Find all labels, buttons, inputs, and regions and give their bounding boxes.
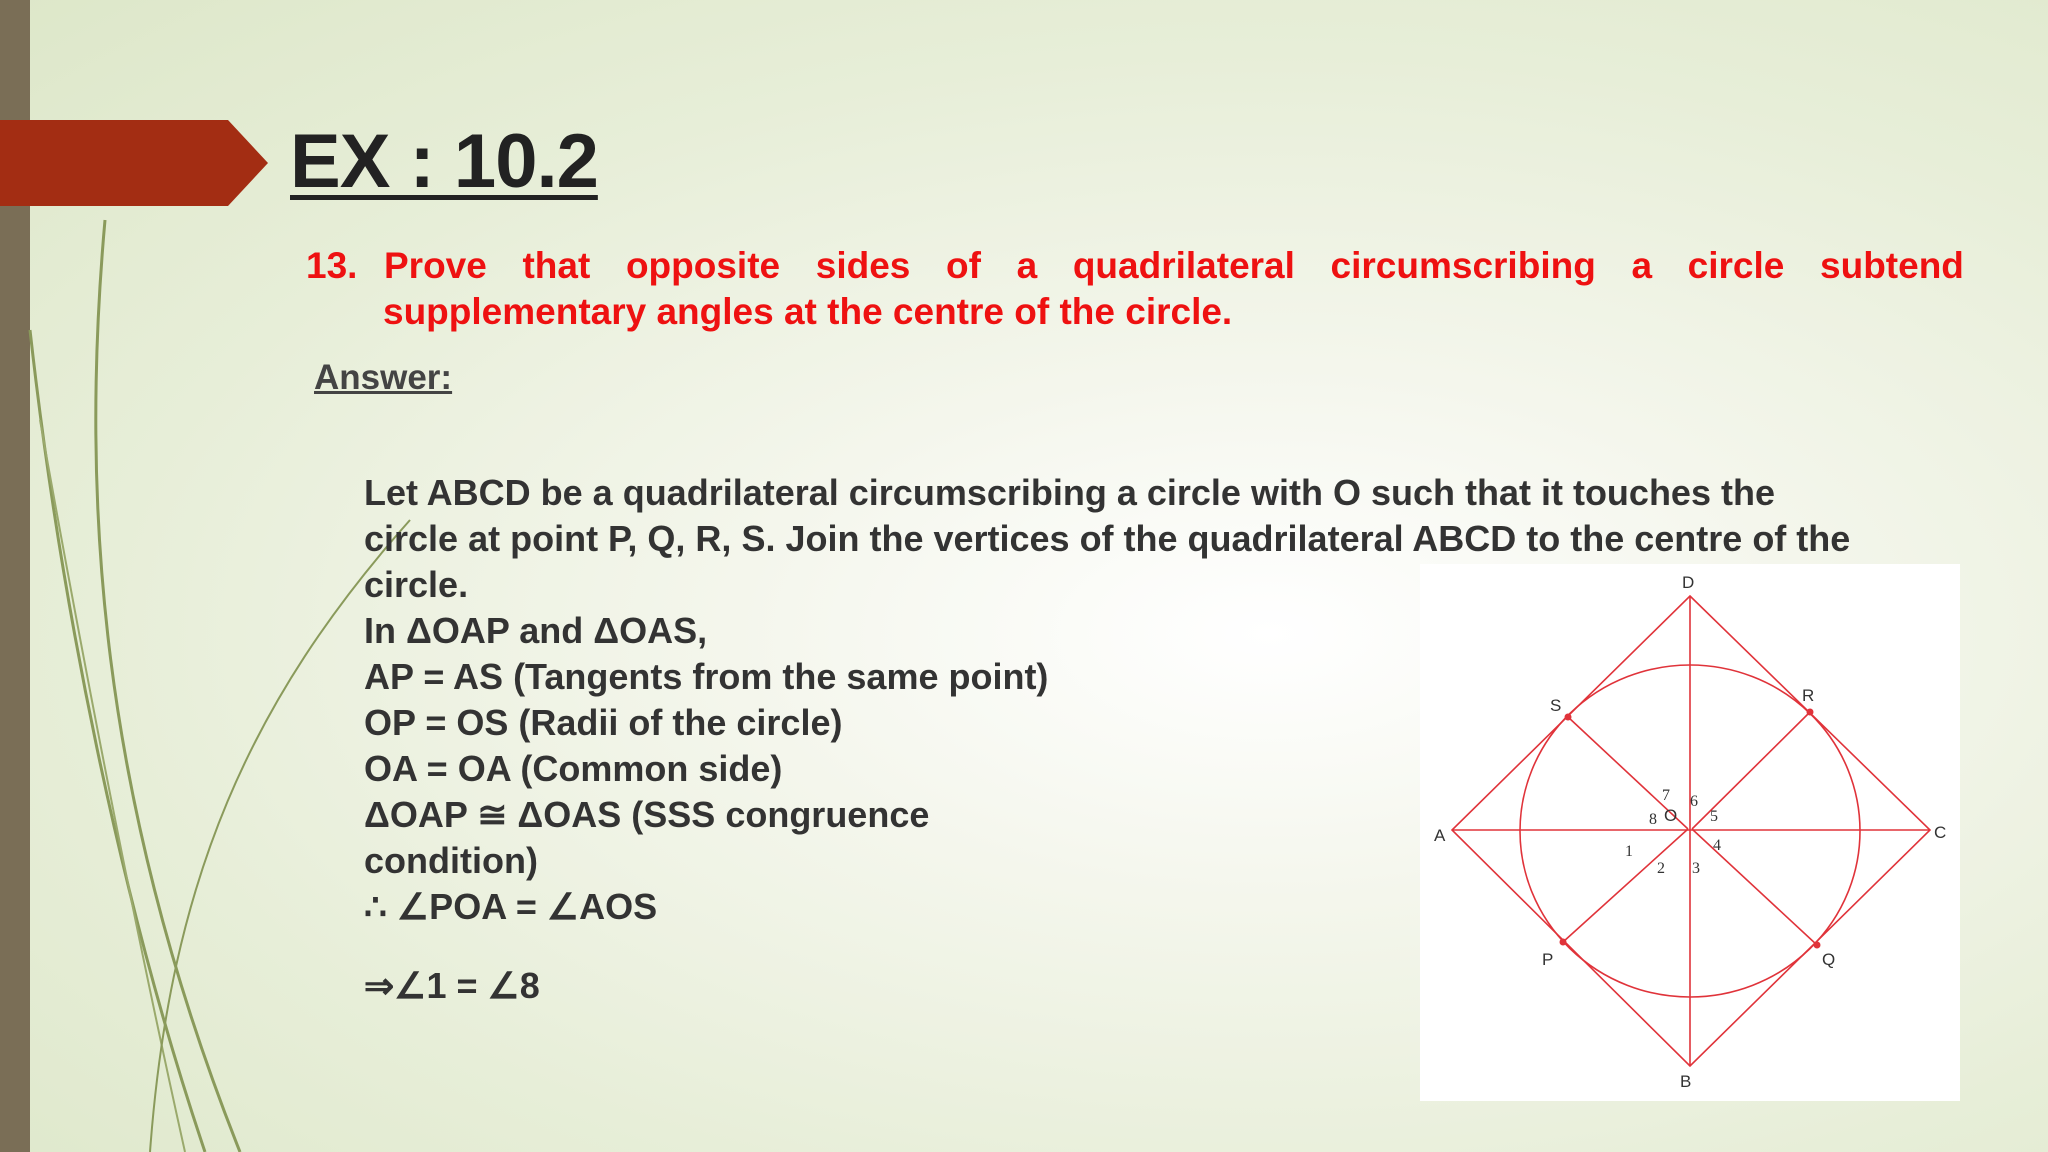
label-p: P [1542,950,1554,969]
proof-line: AP = AS (Tangents from the same point) [364,656,1049,697]
label-a: A [1434,826,1446,845]
question-word: opposite [625,245,781,286]
question-word: of [946,245,981,286]
segment-oq [1692,829,1817,945]
label-o: O [1664,806,1678,825]
question-word: subtend [1820,245,1964,286]
label-q: Q [1822,950,1836,969]
quadrilateral-abcd [1452,596,1930,1066]
tangent-point-q [1814,942,1821,949]
conclusion-line: ⇒∠1 = ∠8 [364,965,540,1006]
quadrilateral-circle-diagram [1420,564,1960,1101]
proof-line: circle. [364,564,469,605]
tangent-point-s [1565,714,1572,721]
angle-label-4: 4 [1713,837,1721,854]
slide-title: EX : 10.2 [290,119,598,204]
question-word: a [1016,245,1038,286]
label-s: S [1550,696,1562,715]
question-line-2: supplementary angles at the centre of the circle. [383,291,1233,332]
geometry-figure [1420,564,1960,1101]
question-word: that [522,245,591,286]
question-word: sides [815,245,911,286]
angle-label-7: 7 [1662,787,1670,804]
question-word: Prove [384,245,487,286]
proof-line: ∴ ∠POA = ∠AOS [364,886,658,927]
label-c: C [1934,823,1947,842]
angle-label-3: 3 [1692,860,1700,877]
tangent-point-r [1807,709,1814,716]
angle-label-1: 1 [1625,843,1633,860]
tangent-point-p [1560,939,1567,946]
angle-label-5: 5 [1710,808,1718,825]
proof-line: circle at point P, Q, R, S. Join the vertices of the quadrilateral ABCD to the centre of the [364,518,1851,559]
title-arrow-shape [0,120,270,206]
proof-line: ΔOAP ≅ ΔOAS (SSS congruence [364,794,930,835]
question-word: circumscribing [1330,245,1596,286]
angle-label-8: 8 [1649,811,1657,828]
proof-line: In ΔOAP and ΔOAS, [364,610,708,651]
label-r: R [1802,686,1815,705]
proof-line: condition) [364,840,538,881]
angle-label-6: 6 [1690,793,1698,810]
proof-line: Let ABCD be a quadrilateral circumscribing a circle with O such that it touches the [364,472,1775,513]
label-b: B [1680,1072,1692,1091]
question-word: quadrilateral [1072,245,1295,286]
proof-line: OP = OS (Radii of the circle) [364,702,843,743]
question-number: 13. [306,245,358,286]
question-word: circle [1687,245,1785,286]
angle-label-2: 2 [1657,860,1665,877]
label-d: D [1682,573,1695,592]
question-word: a [1631,245,1653,286]
proof-line: OA = OA (Common side) [364,748,783,789]
question-line-1 [384,243,1964,289]
answer-label: Answer: [314,358,453,397]
